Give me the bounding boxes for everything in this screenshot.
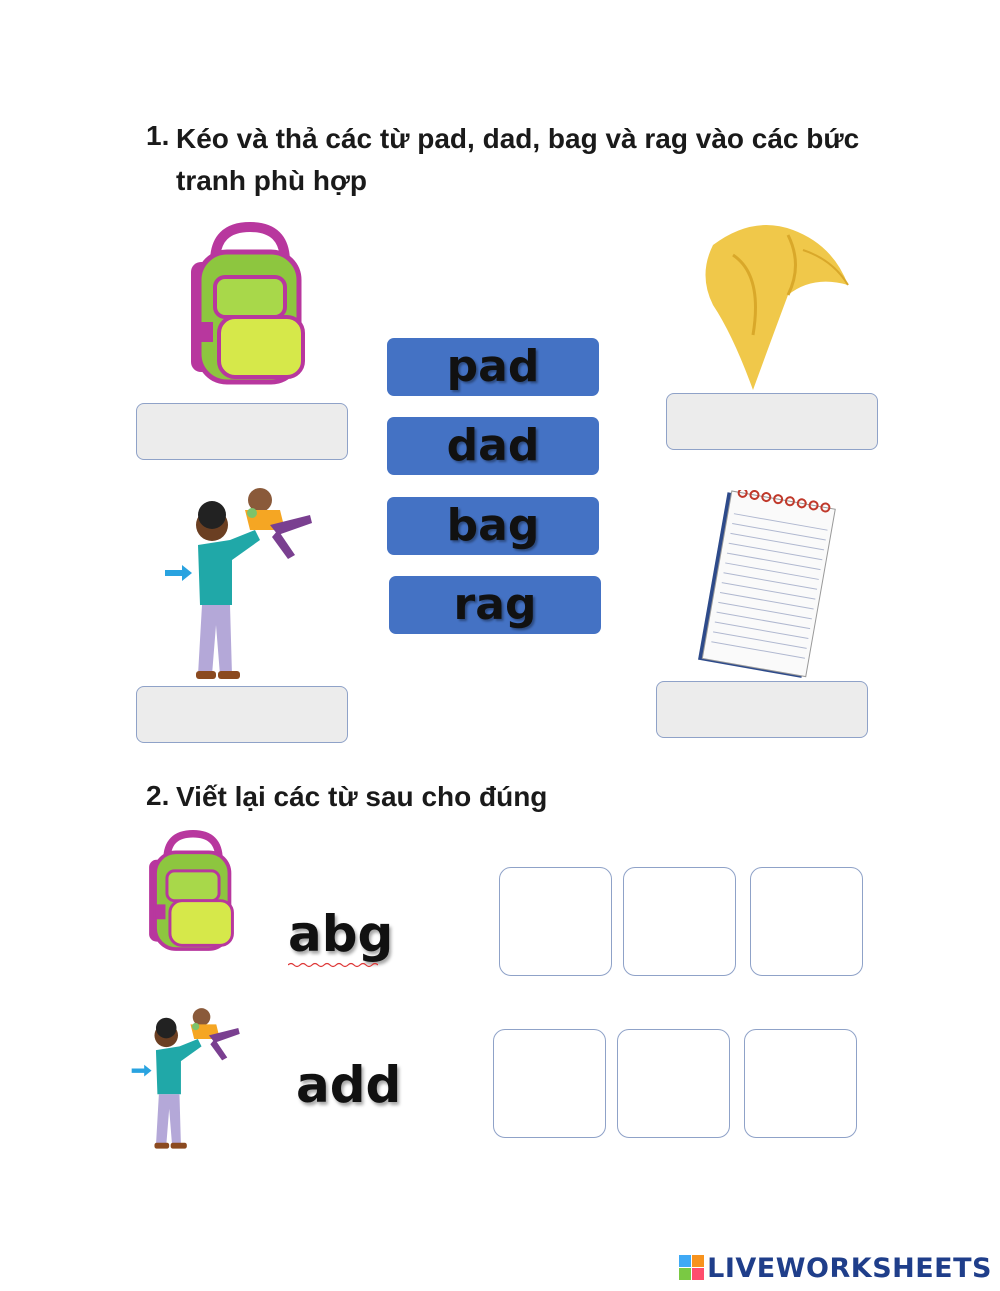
backpack-image bbox=[185, 222, 315, 390]
backpack-small-image bbox=[143, 830, 243, 955]
rag-image bbox=[693, 215, 853, 395]
question-1-text-line1: Kéo và thả các từ pad, dad, bag và rag vào các bức bbox=[176, 123, 860, 154]
word-pad-button[interactable]: pad bbox=[387, 338, 599, 396]
letter-box-2-2[interactable] bbox=[617, 1029, 730, 1138]
scrambled-word-1: abg bbox=[288, 905, 394, 963]
word-bag-button[interactable]: bag bbox=[387, 497, 599, 555]
drop-box-backpack[interactable] bbox=[136, 403, 348, 460]
liveworksheets-logo-icon bbox=[679, 1255, 705, 1281]
spellcheck-underline bbox=[288, 962, 378, 968]
notepad-image bbox=[692, 490, 837, 680]
letter-box-2-3[interactable] bbox=[744, 1029, 857, 1138]
liveworksheets-logo bbox=[679, 1251, 992, 1285]
drop-box-dad[interactable] bbox=[136, 686, 348, 743]
letter-box-2-1[interactable] bbox=[493, 1029, 606, 1138]
letter-box-1-1[interactable] bbox=[499, 867, 612, 976]
scrambled-word-2: add bbox=[296, 1056, 402, 1114]
drop-box-pad[interactable] bbox=[656, 681, 868, 738]
letter-box-1-2[interactable] bbox=[623, 867, 736, 976]
question-2-text: Viết lại các từ sau cho đúng bbox=[176, 781, 548, 812]
drop-box-rag[interactable] bbox=[666, 393, 878, 450]
dad-small-image bbox=[128, 1002, 253, 1157]
question-2-number: 2. bbox=[146, 780, 170, 811]
letter-box-1-3[interactable] bbox=[750, 867, 863, 976]
word-rag-button[interactable]: rag bbox=[389, 576, 601, 634]
liveworksheets-logo-text: LIVEWORKSHEETS bbox=[707, 1252, 992, 1284]
question-1-number: 1. bbox=[146, 120, 170, 151]
word-dad-button[interactable]: dad bbox=[387, 417, 599, 475]
question-1-text-line2: tranh phù hợp bbox=[176, 165, 367, 196]
dad-image bbox=[160, 485, 330, 685]
